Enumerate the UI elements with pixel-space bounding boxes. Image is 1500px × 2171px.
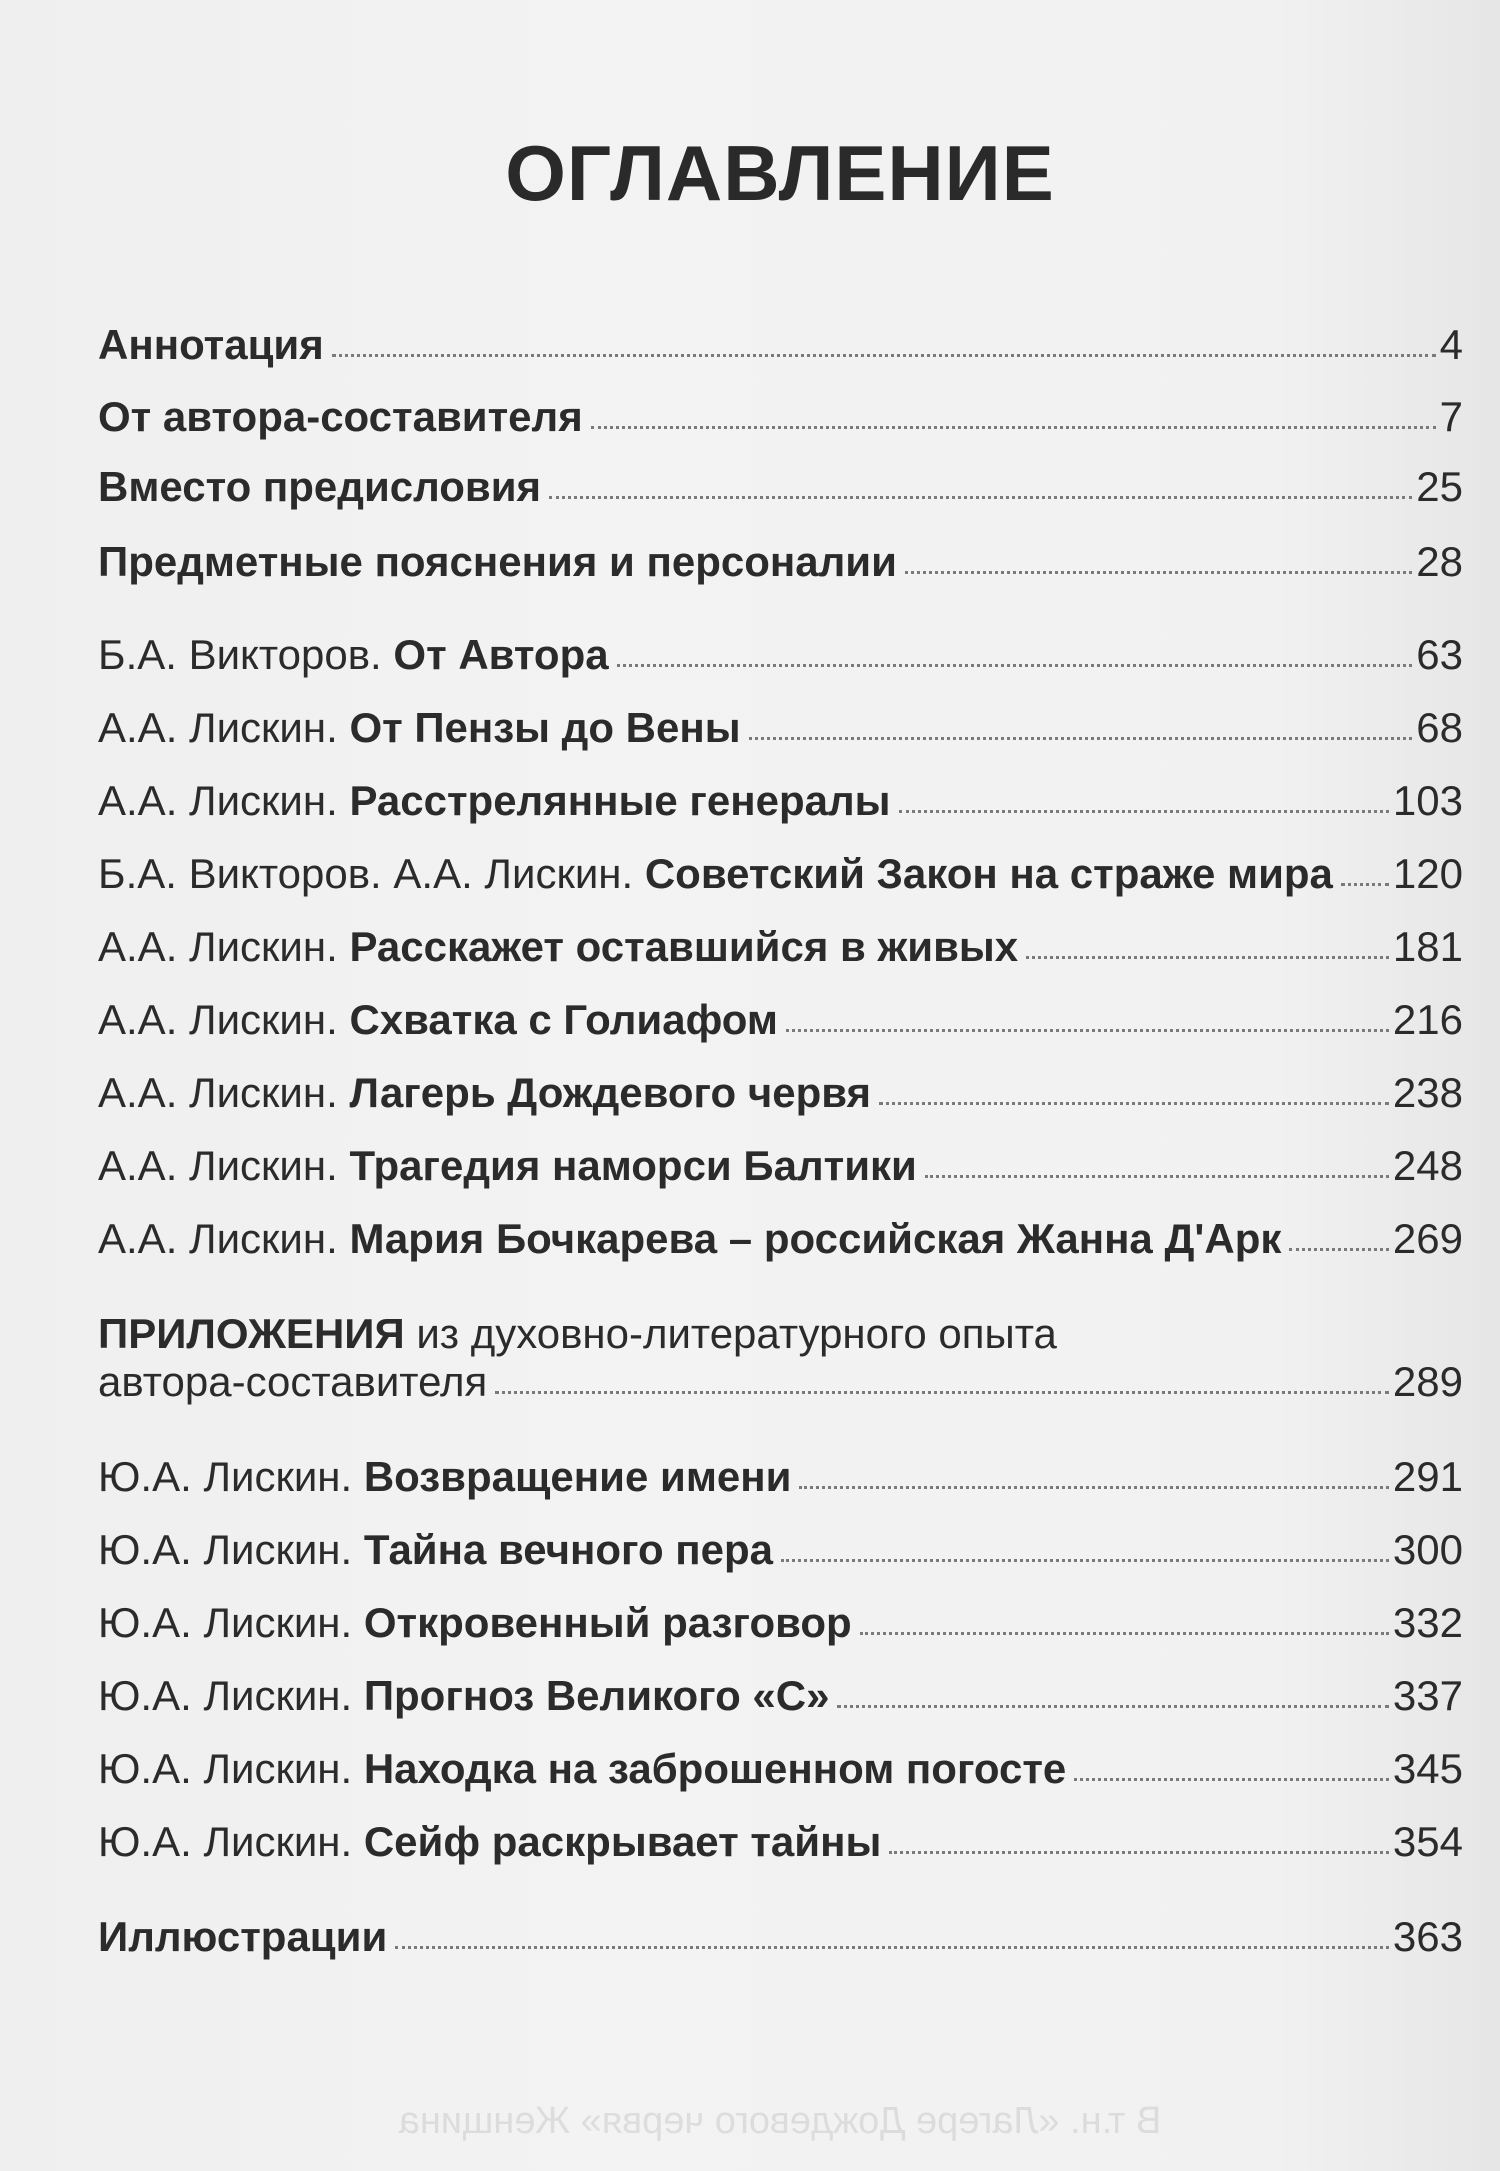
toc-entry[interactable] [98,392,1463,442]
entry-title: Иллюстрации [98,1913,388,1960]
entry-title: Аннотация [98,321,324,368]
entry-author: А.А. Лискин. [98,704,350,751]
dot-leader [781,1549,1389,1562]
entry-page-number: 337 [1392,1672,1463,1719]
entry-title: Сейф раскрывает тайны [363,1818,882,1865]
entry-page-number: 354 [1392,1818,1463,1865]
toc-entry[interactable] [98,630,1463,680]
dot-leader [925,1165,1389,1178]
dot-leader [617,654,1413,667]
entry-page-number: 28 [1416,538,1463,585]
entry-page-number: 4 [1439,321,1463,368]
appendix-heading-bold: ПРИЛОЖЕНИЯ [98,1310,405,1357]
toc-entry-appendix[interactable] [98,1357,1463,1407]
toc-entry[interactable] [98,320,1463,370]
entry-title: Лагерь Дождевого червя [349,1069,871,1116]
entry-title: Вместо предисловия [98,463,542,510]
entry-page-number: 181 [1392,923,1463,970]
toc-entry[interactable] [98,1068,1463,1118]
dot-leader [799,1476,1388,1489]
toc-entry[interactable] [98,849,1463,899]
entry-author: Ю.А. Лискин. [98,1526,364,1573]
entry-title: Возвращение имени [363,1453,792,1500]
entry-author: Ю.А. Лискин. [98,1818,364,1865]
entry-page-number: 248 [1392,1142,1463,1189]
entry-title: Расскажет оставшийся в живых [349,923,1019,970]
entry-author: А.А. Лискин. [98,923,350,970]
dot-leader [749,727,1413,740]
entry-page-number: 332 [1392,1599,1463,1646]
toc-entry[interactable] [98,462,1463,512]
entry-page-number: 25 [1416,463,1463,510]
entry-title: Предметные пояснения и персоналии [98,538,897,585]
toc-entry[interactable] [98,776,1463,826]
toc-entry[interactable] [98,1817,1463,1867]
toc-entry[interactable] [98,1525,1463,1575]
entry-title: Трагедия наморси Балтики [349,1142,917,1189]
entry-title: Откровенный разговор [363,1599,852,1646]
toc-entry[interactable] [98,995,1463,1045]
entry-author: Б.А. Викторов. А.А. Лискин. [98,850,645,897]
entry-page-number: 103 [1392,777,1463,824]
entry-page-number: 63 [1416,631,1463,678]
entry-title: От Пензы до Вены [349,704,741,751]
dot-leader [879,1092,1389,1105]
toc-entry[interactable] [98,922,1463,972]
appendix-heading-line2: автора-составителя [98,1358,488,1405]
entry-title: От Автора [393,631,609,678]
toc-entry[interactable] [98,1671,1463,1721]
appendix-heading-line1 [98,1309,1463,1359]
entry-title: Находка на заброшенном погосте [363,1745,1067,1792]
entry-page-number: 7 [1439,393,1463,440]
dot-leader [860,1622,1389,1635]
entry-title: От автора-составителя [98,393,583,440]
entry-page-number: 300 [1392,1526,1463,1573]
entry-author: Б.А. Викторов. [98,631,394,678]
entry-author: А.А. Лискин. [98,777,350,824]
toc-entry[interactable] [98,1744,1463,1794]
dot-leader [889,1841,1389,1854]
page-title: ОГЛАВЛЕНИЕ [505,129,1055,217]
dot-leader [549,486,1412,499]
toc-entry[interactable] [98,537,1463,587]
toc-entry[interactable] [98,1452,1463,1502]
entry-author: Ю.А. Лискин. [98,1672,364,1719]
toc-entry[interactable] [98,1214,1463,1264]
dot-leader [786,1019,1389,1032]
entry-page-number: 345 [1392,1745,1463,1792]
dot-leader [395,1936,1389,1949]
entry-author: А.А. Лискин. [98,1069,350,1116]
entry-title: Схватка с Голиафом [349,996,778,1043]
entry-author: А.А. Лискин. [98,996,350,1043]
entry-author: Ю.А. Лискин. [98,1453,364,1500]
entry-page-number: 291 [1392,1453,1463,1500]
toc-entry[interactable] [98,1598,1463,1648]
entry-page-number: 120 [1392,850,1463,897]
dot-leader [1026,946,1389,959]
entry-author: Ю.А. Лискин. [98,1599,364,1646]
entry-page-number: 363 [1392,1913,1463,1960]
bleed-through-text: В т.н. «Лагере Дождевого червя» Женщина [398,2100,1162,2142]
toc-entry[interactable] [98,703,1463,753]
dot-leader [837,1695,1388,1708]
dot-leader [905,561,1412,574]
entry-author: А.А. Лискин. [98,1142,350,1189]
entry-title: Советский Закон на страже мира [644,850,1333,897]
dot-leader [1341,873,1389,886]
entry-title: Мария Бочкарева – российская Жанна Д'Арк [349,1215,1282,1262]
dot-leader [1289,1238,1389,1251]
entry-page-number: 269 [1392,1215,1463,1262]
entry-title: Прогноз Великого «С» [363,1672,830,1719]
toc-entry[interactable] [98,1141,1463,1191]
entry-page-number: 216 [1392,996,1463,1043]
dot-leader [1074,1768,1389,1781]
toc-entry[interactable] [98,1912,1463,1962]
entry-page-number: 289 [1392,1358,1463,1405]
dot-leader [591,416,1436,429]
dot-leader [332,344,1436,357]
entry-author: Ю.А. Лискин. [98,1745,364,1792]
entry-title: Тайна вечного пера [363,1526,774,1573]
entry-author: А.А. Лискин. [98,1215,350,1262]
dot-leader [495,1381,1389,1394]
dot-leader [899,800,1389,813]
entry-page-number: 68 [1416,704,1463,751]
appendix-heading-rest: из духовно-литературного опыта [404,1310,1057,1357]
entry-title: Расстрелянные генералы [349,777,891,824]
entry-page-number: 238 [1392,1069,1463,1116]
